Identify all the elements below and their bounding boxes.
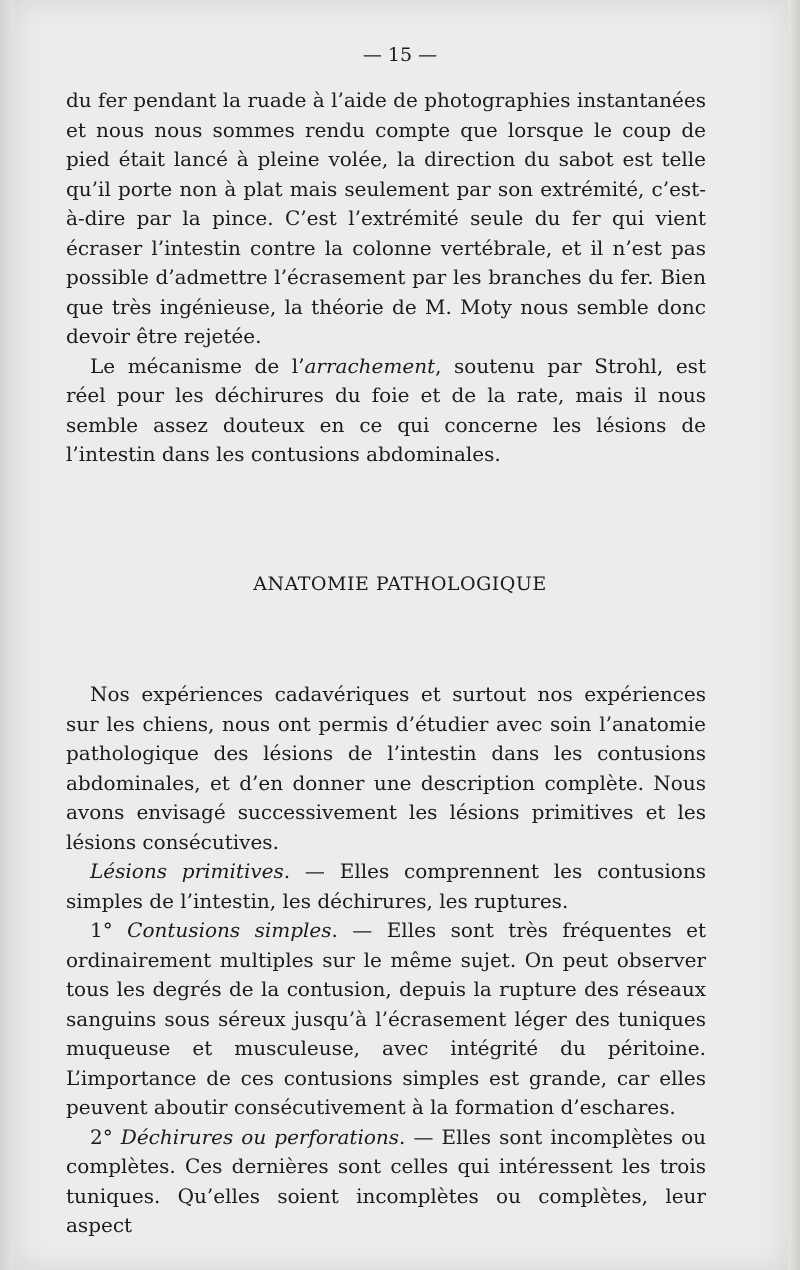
scan-right-edge (788, 0, 800, 1270)
text-run: Le mécanisme de l’ (90, 353, 305, 378)
page-number: — 15 — (362, 44, 438, 66)
paragraph-p6 (66, 1123, 706, 1241)
paragraph-p5 (66, 916, 706, 1123)
paragraph-p3 (66, 680, 706, 857)
scan-left-edge (0, 0, 14, 1270)
paragraph-p2 (66, 352, 706, 470)
text-run: . — Elles sont incomplètes ou complètes. Ces dernières sont celles qui intéressent les trois tuniques. Qu’elles soient incomplètes ou complètes, leur aspect (66, 1124, 706, 1237)
paragraph-p4 (66, 857, 706, 916)
italic-phrase: Contusions simples (127, 918, 332, 942)
section-heading: ANATOMIE PATHOLOGIQUE (253, 573, 547, 595)
italic-phrase: arrachement (304, 353, 436, 378)
text-run: du fer pendant la ruade à l’aide de photographies instantanées et nous nous sommes rendu compte que lorsque le coup de pied était lancé à pleine volée, la direction du sabot est telle qu’il porte non à plat mais seulement par son extrémité, c’est-à-dire par la pince. C’est l’extrémité seule du fer qui vient écraser l’intestin contre la colonne vertébrale, et il n’est pas possible d’admettre l’écrasement par les branches du fer. Bien que très ingénieuse, la théorie de M. Moty nous semble donc devoir être rejetée. (66, 88, 706, 348)
text-run: 1° (90, 918, 128, 942)
text-run: , soutenu par Strohl, est réel pour les déchirures du foie et de la rate, mais il nous semble assez douteux en ce qui concerne les lésions de l’intestin dans les contusions abdominales. (66, 353, 706, 466)
text-block-top (66, 86, 706, 470)
text-run: Nos expériences cadavériques et surtout nos expériences sur les chiens, nous ont permis d’étudier avec soin l’anatomie pathologique des lésions de l’intestin dans les contusions abdominales, et d’en donner une description complète. Nous avons envisagé successivement les lésions primitives et les lésions consécutives. (66, 682, 706, 854)
paragraph-p1 (66, 86, 706, 352)
text-run: . — Elles sont très fréquentes et ordinairement multiples sur le même sujet. On peut observer tous les degrés de la contusion, depuis la rupture des réseaux sanguins sous séreux jusqu’à l’écrasement léger des tuniques muqueuse et musculeuse, avec intégrité du péritoine. L’importance de ces contusions simples est grande, car elles peuvent aboutir consécutivement à la formation d’eschares. (66, 918, 706, 1119)
text-block-bottom (66, 680, 706, 1241)
text-run: . — Elles comprennent les contusions simples de l’intestin, les déchirures, les ruptures. (66, 859, 706, 913)
italic-phrase: Déchirures ou perforations (120, 1124, 400, 1149)
italic-phrase: Lésions primitives (90, 859, 284, 883)
text-run: 2° (90, 1124, 121, 1149)
